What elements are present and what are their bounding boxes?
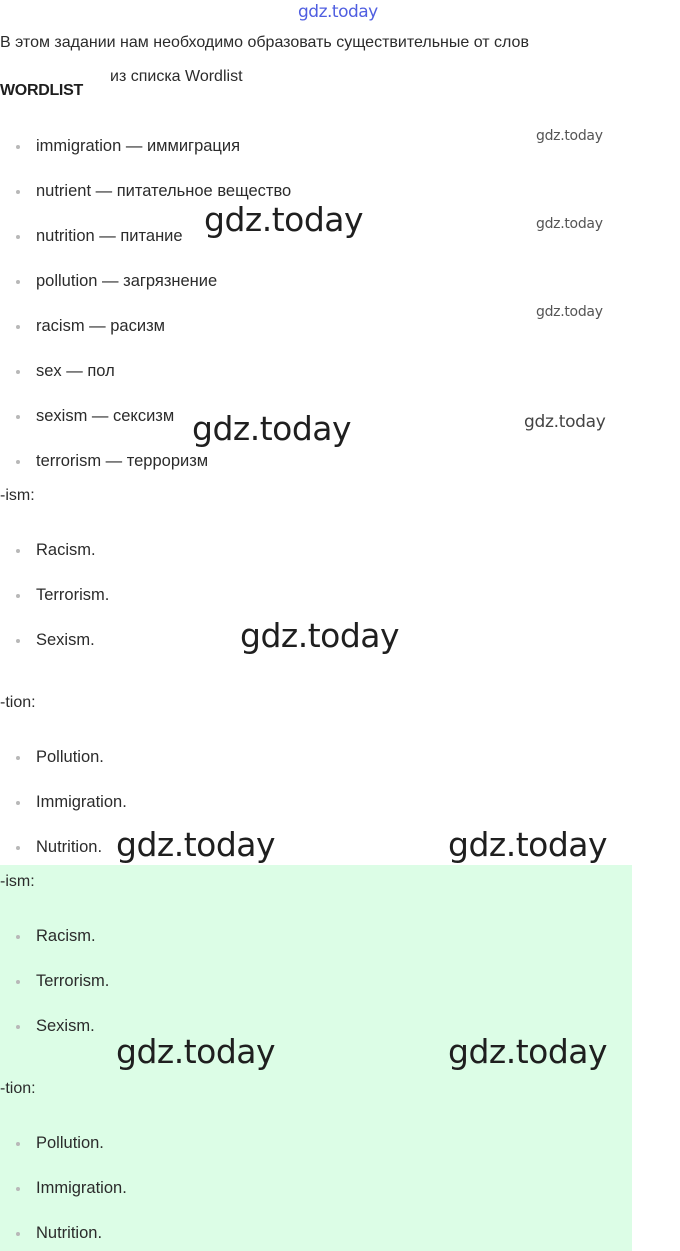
watermark: gdz.today <box>524 412 606 432</box>
list-item <box>18 1224 102 1243</box>
wordlist-entry: racism — расизм <box>36 317 165 335</box>
bullet-icon <box>16 549 20 553</box>
answer-word: Immigration. <box>36 1179 127 1197</box>
answer-word: Sexism. <box>36 631 95 649</box>
list-item <box>18 541 96 560</box>
watermark: gdz.today <box>448 1032 608 1071</box>
list-item <box>18 793 127 812</box>
bullet-icon <box>16 756 20 760</box>
watermark: gdz.today <box>240 616 400 655</box>
wordlist-entry: nutrient — питательное вещество <box>36 182 292 200</box>
suffix-heading-tion: -tion: <box>0 694 36 711</box>
bullet-icon <box>16 460 20 464</box>
site-logo-link[interactable]: gdz.today <box>298 2 378 22</box>
wordlist-entry: terrorism — терроризм <box>36 452 209 470</box>
bullet-icon <box>16 415 20 419</box>
suffix-heading-ism: -ism: <box>0 873 35 890</box>
list-item <box>18 927 96 946</box>
bullet-icon <box>16 235 20 239</box>
list-item <box>18 1134 104 1153</box>
wordlist-entry: sexism — сексизм <box>36 407 175 425</box>
watermark: gdz.today <box>536 304 603 320</box>
list-item <box>18 272 217 291</box>
wordlist-entry: sex — пол <box>36 362 115 380</box>
bullet-icon <box>16 980 20 984</box>
bullet-icon <box>16 325 20 329</box>
list-item <box>18 586 109 605</box>
answer-word: Racism. <box>36 541 96 559</box>
wordlist-entry: immigration — иммиграция <box>36 137 241 155</box>
list-item <box>18 1179 127 1198</box>
watermark: gdz.today <box>536 128 603 144</box>
task-intro-continuation: из списка Wordlist <box>110 68 243 85</box>
wordlist-entry: nutrition — питание <box>36 227 183 245</box>
answer-word: Racism. <box>36 927 96 945</box>
bullet-icon <box>16 1187 20 1191</box>
bullet-icon <box>16 145 20 149</box>
suffix-heading-ism: -ism: <box>0 487 35 504</box>
answer-word: Immigration. <box>36 793 127 811</box>
watermark: gdz.today <box>116 825 276 864</box>
suffix-heading-tion: -tion: <box>0 1080 36 1097</box>
bullet-icon <box>16 1142 20 1146</box>
bullet-icon <box>16 280 20 284</box>
list-item <box>18 182 291 201</box>
list-item <box>18 317 165 336</box>
bullet-icon <box>16 190 20 194</box>
bullet-icon <box>16 846 20 850</box>
answer-word: Terrorism. <box>36 586 110 604</box>
watermark: gdz.today <box>116 1032 276 1071</box>
task-intro-text: В этом задании нам необходимо образовать существительные от слов <box>0 34 529 51</box>
answer-word: Pollution. <box>36 748 104 766</box>
bullet-icon <box>16 639 20 643</box>
watermark: gdz.today <box>192 409 352 448</box>
list-item <box>18 748 104 767</box>
list-item <box>18 838 102 857</box>
watermark: gdz.today <box>448 825 608 864</box>
bullet-icon <box>16 1232 20 1236</box>
list-item <box>18 227 183 246</box>
answer-word: Nutrition. <box>36 1224 103 1242</box>
list-item <box>18 407 174 426</box>
list-item <box>18 631 95 650</box>
bullet-icon <box>16 1025 20 1029</box>
watermark: gdz.today <box>536 216 603 232</box>
bullet-icon <box>16 594 20 598</box>
answer-word: Pollution. <box>36 1134 104 1152</box>
list-item <box>18 1017 95 1036</box>
wordlist-heading: WORDLIST <box>0 82 83 99</box>
answer-word: Sexism. <box>36 1017 95 1035</box>
watermark: gdz.today <box>204 200 364 239</box>
list-item <box>18 972 109 991</box>
answer-word: Terrorism. <box>36 972 110 990</box>
bullet-icon <box>16 801 20 805</box>
list-item <box>18 362 115 381</box>
list-item <box>18 452 208 471</box>
answer-word: Nutrition. <box>36 838 103 856</box>
bullet-icon <box>16 370 20 374</box>
bullet-icon <box>16 935 20 939</box>
wordlist-entry: pollution — загрязнение <box>36 272 218 290</box>
list-item <box>18 137 240 156</box>
